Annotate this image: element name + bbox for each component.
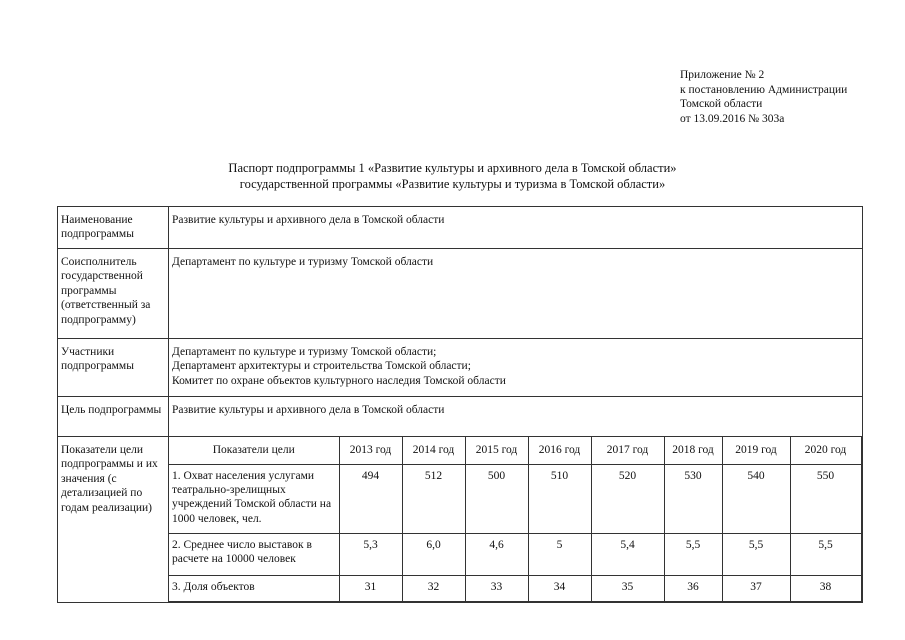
name-label: Наименование подпрограммы — [58, 207, 169, 249]
indicator-value: 512 — [402, 464, 465, 533]
indicator-value: 36 — [664, 575, 722, 601]
passport-row-goal — [58, 397, 863, 437]
document-title — [0, 160, 905, 192]
indicator-value: 5 — [528, 533, 591, 575]
coexec-label: Соисполнитель государственной программы (ответственный за подпрограмму) — [58, 249, 169, 339]
year-header: 2016 год — [528, 437, 591, 464]
indicator-value: 5,5 — [790, 533, 861, 575]
indicators-cell — [169, 437, 863, 603]
indicator-value: 5,3 — [339, 533, 402, 575]
indicator-name: 1. Охват населения услугами театрально-зрелищных учреждений Томской области на 1000 человек, чел. — [169, 464, 339, 533]
appendix-line-3: Томской области — [680, 98, 763, 110]
year-header: 2013 год — [339, 437, 402, 464]
indicators-table — [169, 437, 862, 602]
indicator-value: 494 — [339, 464, 402, 533]
year-header: 2020 год — [790, 437, 861, 464]
indicator-value: 4,6 — [465, 533, 528, 575]
participant-item: Комитет по охране объектов культурного наследия Томской области — [172, 374, 506, 387]
indicator-row — [169, 464, 861, 533]
passport-row-name — [58, 207, 863, 249]
year-header: 2018 год — [664, 437, 722, 464]
title-line-2: государственной программы «Развитие культуры и туризма в Томской области» — [239, 177, 666, 191]
goal-value: Развитие культуры и архивного дела в Томской области — [169, 397, 863, 437]
participants-label: Участники подпрограммы — [58, 339, 169, 397]
appendix-line-2: к постановлению Администрации — [680, 83, 848, 96]
appendix-line-1: Приложение № 2 — [680, 69, 765, 81]
indicator-value: 35 — [591, 575, 664, 601]
title-line-1: Паспорт подпрограммы 1 «Развитие культуры и архивного дела в Томской области» — [228, 161, 677, 175]
indicator-value: 37 — [722, 575, 790, 601]
passport-row-coexec — [58, 249, 863, 339]
indicator-value: 540 — [722, 464, 790, 533]
indicator-value: 550 — [790, 464, 861, 533]
indicator-name: 3. Доля объектов — [169, 575, 339, 601]
indicator-name: 2. Среднее число выставок в расчете на 10000 человек — [169, 533, 339, 575]
indicator-value: 510 — [528, 464, 591, 533]
participants-value — [169, 339, 863, 397]
appendix-header — [680, 68, 847, 126]
indicator-value: 5,4 — [591, 533, 664, 575]
indicator-value: 520 — [591, 464, 664, 533]
indicator-value: 31 — [339, 575, 402, 601]
indicator-value: 530 — [664, 464, 722, 533]
year-header: 2015 год — [465, 437, 528, 464]
name-value: Развитие культуры и архивного дела в Томской области — [169, 207, 863, 249]
indicators-header-label: Показатели цели — [169, 437, 339, 464]
indicator-value: 5,5 — [722, 533, 790, 575]
indicator-row — [169, 575, 861, 601]
year-header: 2017 год — [591, 437, 664, 464]
year-header: 2019 год — [722, 437, 790, 464]
indicator-value: 33 — [465, 575, 528, 601]
indicators-label: Показатели цели подпрограммы и их значения (с детализацией по годам реализации) — [58, 437, 169, 603]
goal-label: Цель подпрограммы — [58, 397, 169, 437]
indicator-row — [169, 533, 861, 575]
indicator-value: 500 — [465, 464, 528, 533]
indicator-value: 38 — [790, 575, 861, 601]
indicator-value: 5,5 — [664, 533, 722, 575]
participant-item: Департамент архитектуры и строительства Томской области; — [172, 360, 471, 373]
indicator-value: 32 — [402, 575, 465, 601]
passport-row-participants — [58, 339, 863, 397]
indicator-value: 6,0 — [402, 533, 465, 575]
appendix-line-4: от 13.09.2016 № 303а — [680, 112, 785, 125]
participant-item: Департамент по культуре и туризму Томской области; — [172, 346, 437, 358]
indicators-header-row — [169, 437, 861, 464]
passport-table — [57, 206, 863, 603]
year-header: 2014 год — [402, 437, 465, 464]
passport-row-indicators — [58, 437, 863, 603]
indicator-value: 34 — [528, 575, 591, 601]
coexec-value: Департамент по культуре и туризму Томской области — [169, 249, 863, 339]
